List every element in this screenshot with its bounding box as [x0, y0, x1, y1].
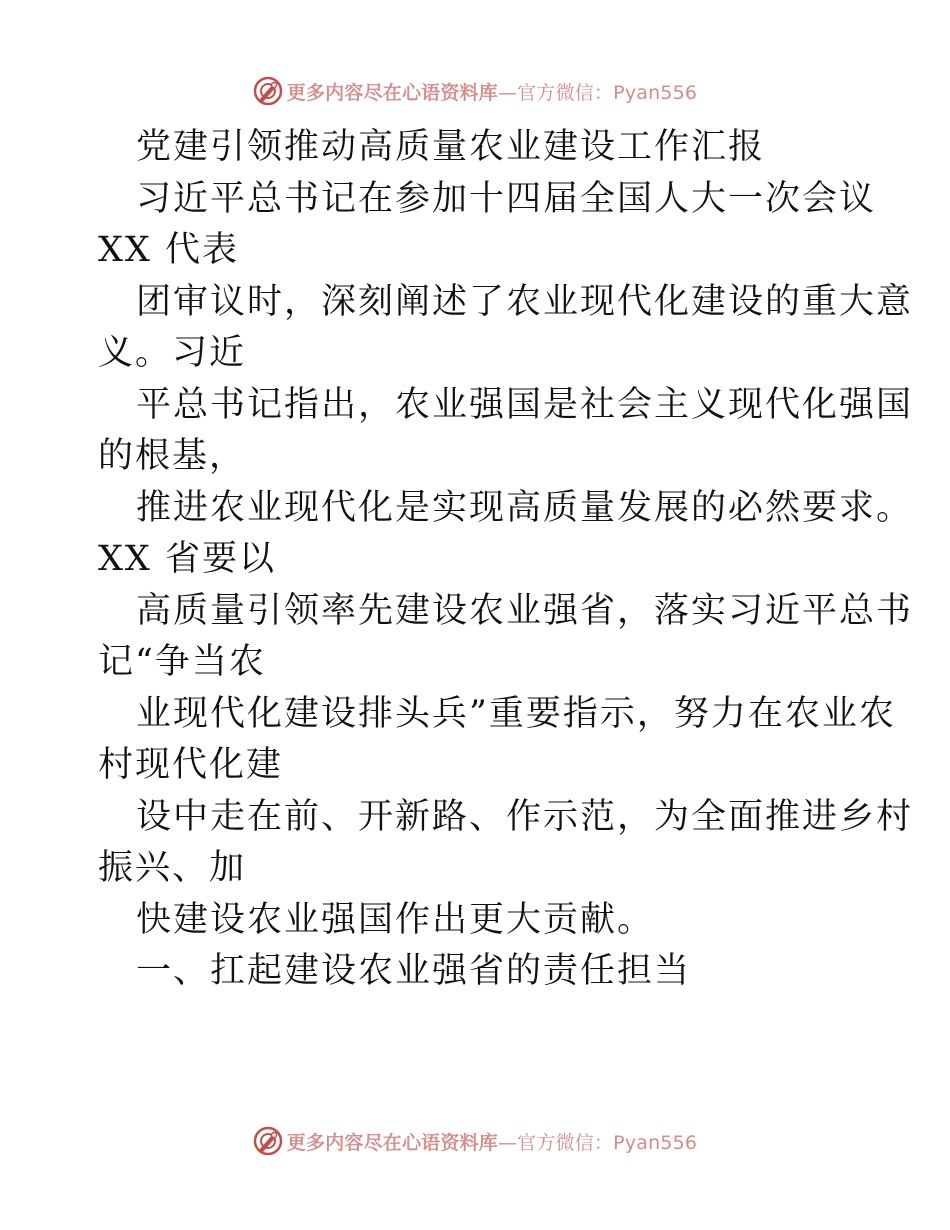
document-line: 振兴、加	[98, 848, 247, 888]
red-circular-logo-icon	[253, 76, 283, 106]
document-line: 平总书记指出，农业强国是社会主义现代化强国	[136, 384, 914, 425]
document-line: 记“争当农	[98, 642, 266, 682]
document-line: 高质量引领率先建设农业强省，落实习近平总书	[136, 590, 914, 631]
footer-banner-wechat: 官方微信：Pyan556	[517, 1131, 698, 1154]
document-line: 团审议时，深刻阐述了农业现代化建设的重大意	[136, 281, 914, 322]
footer-banner-text	[287, 1128, 697, 1155]
document-line: 快建设农业强国作出更大贡献。	[136, 899, 655, 940]
document-line: 业现代化建设排头兵”重要指示，努力在农业农	[136, 693, 896, 734]
document-body	[98, 122, 914, 998]
document-line: 设中走在前、开新路、作示范，为全面推进乡村	[136, 796, 914, 837]
document-line: XX 代表	[98, 230, 239, 270]
document-title: 党建引领推动高质量农业建设工作汇报	[136, 127, 766, 167]
header-banner	[0, 71, 950, 111]
footer-banner-main: 更多内容尽在心语资料库	[286, 1131, 498, 1154]
document-line: 村现代化建	[98, 745, 284, 785]
header-banner-wechat: 官方微信：Pyan556	[517, 81, 698, 104]
header-banner-text	[287, 78, 697, 105]
footer-banner	[0, 1121, 950, 1161]
section-heading: 一、扛起建设农业强省的责任担当	[136, 951, 692, 991]
document-line: 推进农业现代化是实现高质量发展的必然要求。	[136, 487, 914, 528]
document-line: 的根基，	[98, 436, 247, 476]
document-line: XX 省要以	[98, 539, 276, 579]
red-circular-logo-icon	[253, 1126, 283, 1156]
document-line: 义。习近	[98, 333, 247, 373]
document-line: 习近平总书记在参加十四届全国人大一次会议	[136, 178, 877, 219]
header-banner-separator: —	[497, 81, 518, 104]
footer-banner-separator: —	[497, 1131, 518, 1154]
header-banner-main: 更多内容尽在心语资料库	[286, 81, 498, 104]
